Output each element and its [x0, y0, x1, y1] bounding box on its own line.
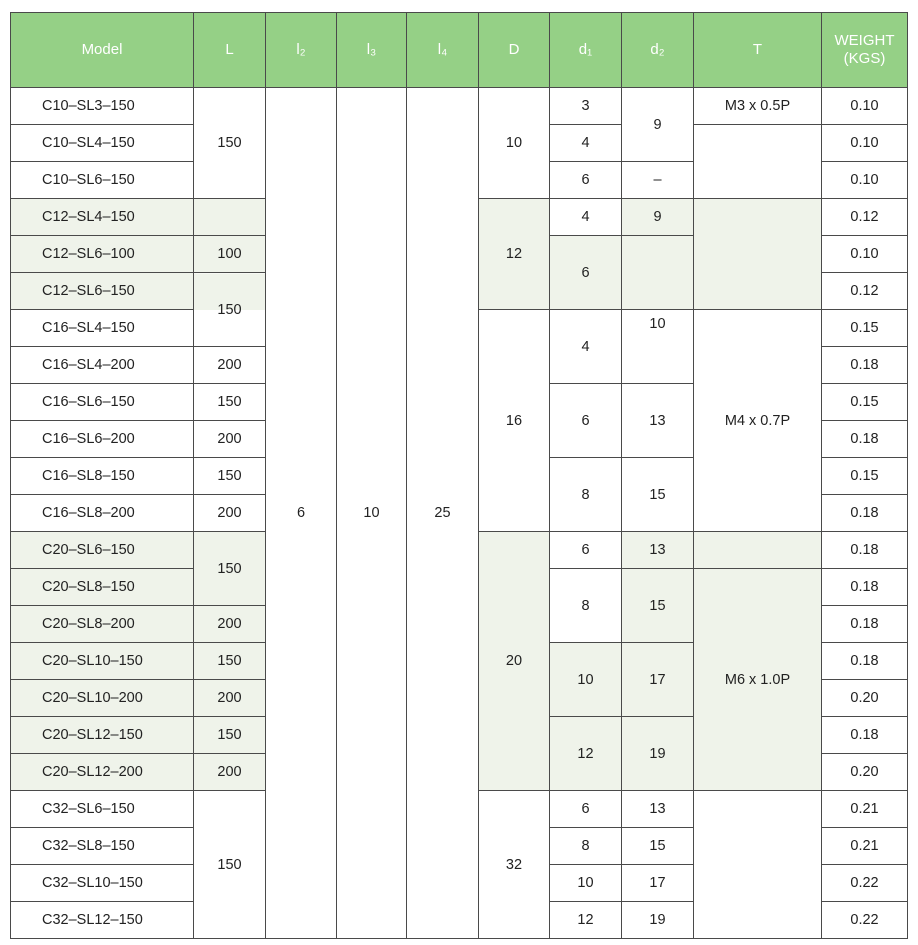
weight-cell: 0.15	[822, 384, 908, 421]
weight-cell: 0.12	[822, 273, 908, 310]
model-cell: C20–SL10–200	[11, 680, 194, 717]
header-t: T	[694, 13, 822, 88]
header-row	[11, 13, 908, 88]
t-cell	[694, 125, 822, 199]
weight-cell: 0.20	[822, 680, 908, 717]
header-weight	[822, 13, 908, 88]
l-cell: 100	[194, 236, 266, 273]
d1-cell: 10	[550, 643, 622, 717]
weight-cell: 0.15	[822, 458, 908, 495]
d2-cell: 13	[622, 791, 694, 828]
d1-cell: 6	[550, 532, 622, 569]
header-l4: l₄	[407, 13, 479, 88]
d1-cell: 8	[550, 458, 622, 532]
weight-cell: 0.10	[822, 236, 908, 273]
d1-cell: 10	[550, 865, 622, 902]
weight-cell: 0.18	[822, 532, 908, 569]
d1-cell: 4	[550, 199, 622, 236]
d1-cell: 12	[550, 717, 622, 791]
weight-cell: 0.18	[822, 569, 908, 606]
d-cell: 20	[479, 532, 550, 791]
d1-cell: 12	[550, 902, 622, 939]
t-cell: M6 x 1.0P	[694, 569, 822, 791]
t-cell	[694, 199, 822, 310]
header-d: D	[479, 13, 550, 88]
d1-cell: 8	[550, 828, 622, 865]
t-cell: M3 x 0.5P	[694, 88, 822, 125]
model-cell: C20–SL8–150	[11, 569, 194, 606]
weight-cell: 0.10	[822, 125, 908, 162]
d1-cell: 4	[550, 125, 622, 162]
weight-cell: 0.15	[822, 310, 908, 347]
d-cell: 32	[479, 791, 550, 939]
header-d1: d₁	[550, 13, 622, 88]
model-cell: C12–SL4–150	[11, 199, 194, 236]
d1-cell: 6	[550, 791, 622, 828]
model-cell: C20–SL12–150	[11, 717, 194, 754]
model-cell: C16–SL8–200	[11, 495, 194, 532]
weight-cell: 0.22	[822, 865, 908, 902]
weight-cell: 0.18	[822, 717, 908, 754]
d-cell: 12	[479, 199, 550, 310]
l-cell: 150	[194, 384, 266, 421]
model-cell: C16–SL8–150	[11, 458, 194, 495]
weight-cell: 0.18	[822, 347, 908, 384]
weight-cell: 0.21	[822, 828, 908, 865]
t-cell	[694, 532, 822, 569]
d2-cell: 15	[622, 458, 694, 532]
d2-cell: 13	[622, 384, 694, 458]
model-cell: C16–SL4–200	[11, 347, 194, 384]
t-cell: M4 x 0.7P	[694, 310, 822, 532]
d2-cell: 9	[622, 88, 694, 162]
header-weight-line1: WEIGHT	[834, 32, 895, 49]
model-cell: C12–SL6–150	[11, 273, 194, 310]
d1-cell: 6	[550, 162, 622, 199]
weight-cell: 0.20	[822, 754, 908, 791]
model-cell: C12–SL6–100	[11, 236, 194, 273]
header-d2: d₂	[622, 13, 694, 88]
d1-cell: 6	[550, 236, 622, 310]
d2-cell: 10	[622, 310, 694, 384]
d1-cell: 6	[550, 384, 622, 458]
header-l3: l₃	[337, 13, 407, 88]
spec-table	[10, 12, 908, 939]
d2-cell: 17	[622, 865, 694, 902]
l-cell: 150	[194, 791, 266, 939]
d2-cell: 13	[622, 532, 694, 569]
model-cell: C20–SL10–150	[11, 643, 194, 680]
t-cell	[694, 791, 822, 939]
d2-cell: 19	[622, 717, 694, 791]
d2-cell: –	[622, 162, 694, 199]
model-cell: C16–SL6–150	[11, 384, 194, 421]
l-cell: 150	[194, 643, 266, 680]
d2-cell: 17	[622, 643, 694, 717]
header-l2: l₂	[266, 13, 337, 88]
l3-cell: 10	[337, 88, 407, 939]
weight-cell: 0.21	[822, 791, 908, 828]
header-l: L	[194, 13, 266, 88]
l2-cell: 6	[266, 88, 337, 939]
d2-cell: 15	[622, 828, 694, 865]
weight-cell: 0.18	[822, 495, 908, 532]
d-cell: 16	[479, 310, 550, 532]
d2-cell: 15	[622, 569, 694, 643]
d1-cell: 3	[550, 88, 622, 125]
d2-cell	[622, 236, 694, 310]
l-cell: 150	[194, 458, 266, 495]
model-cell: C32–SL12–150	[11, 902, 194, 939]
l-cell: 150	[194, 717, 266, 754]
table-row	[11, 88, 908, 125]
weight-cell: 0.22	[822, 902, 908, 939]
model-cell: C32–SL6–150	[11, 791, 194, 828]
d-cell: 10	[479, 88, 550, 199]
model-cell: C10–SL3–150	[11, 88, 194, 125]
d1-cell: 8	[550, 569, 622, 643]
l-cell: 200	[194, 421, 266, 458]
l-cell: 200	[194, 606, 266, 643]
weight-cell: 0.10	[822, 88, 908, 125]
l4-cell: 25	[407, 88, 479, 939]
l-cell: 200	[194, 347, 266, 384]
header-model: Model	[11, 13, 194, 88]
weight-cell: 0.10	[822, 162, 908, 199]
model-cell: C20–SL12–200	[11, 754, 194, 791]
model-cell: C16–SL6–200	[11, 421, 194, 458]
model-cell: C20–SL8–200	[11, 606, 194, 643]
weight-cell: 0.18	[822, 421, 908, 458]
l-cell: 150	[194, 273, 266, 347]
model-cell: C32–SL8–150	[11, 828, 194, 865]
l-cell: 150	[194, 532, 266, 606]
d1-cell: 4	[550, 310, 622, 384]
weight-cell: 0.18	[822, 606, 908, 643]
model-cell: C10–SL6–150	[11, 162, 194, 199]
weight-cell: 0.12	[822, 199, 908, 236]
header-weight-unit: (KGS)	[843, 50, 886, 67]
l-cell: 150	[194, 88, 266, 199]
d2-cell: 19	[622, 902, 694, 939]
l-cell: 200	[194, 754, 266, 791]
l-cell	[194, 199, 266, 236]
weight-cell: 0.18	[822, 643, 908, 680]
model-cell: C10–SL4–150	[11, 125, 194, 162]
d2-cell: 9	[622, 199, 694, 236]
model-cell: C32–SL10–150	[11, 865, 194, 902]
model-cell: C16–SL4–150	[11, 310, 194, 347]
l-cell: 200	[194, 495, 266, 532]
model-cell: C20–SL6–150	[11, 532, 194, 569]
l-cell: 200	[194, 680, 266, 717]
